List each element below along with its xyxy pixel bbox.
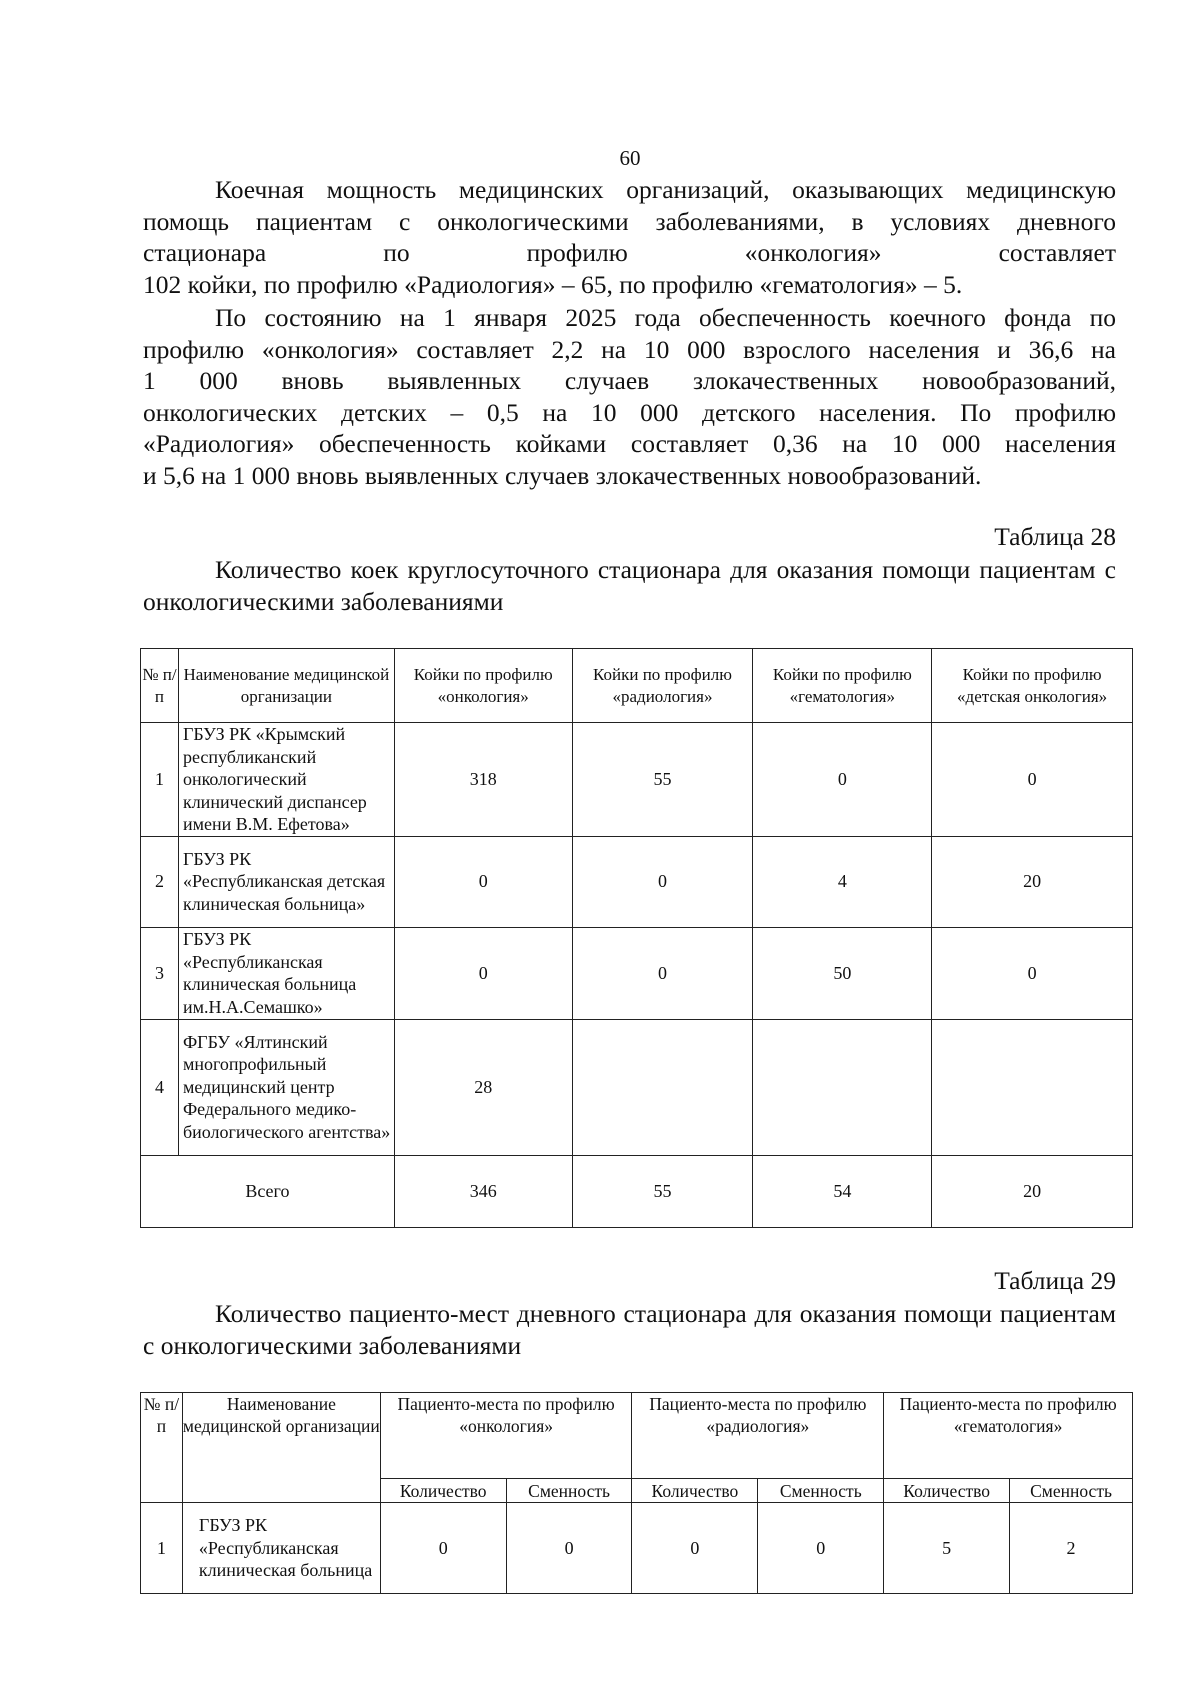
- cell-org: ГБУЗ РК «Республиканская клиническая больница им.Н.А.Семашко»: [178, 927, 394, 1019]
- table-row: [141, 1503, 1133, 1594]
- cell-total-label: Всего: [141, 1155, 395, 1227]
- cell-num: 3: [141, 927, 179, 1019]
- table29-caption: Количество пациенто-мест дневного стационара для оказания помощи пациентам с онкологическими заболеваниями: [143, 1299, 1116, 1360]
- table29: [140, 1392, 1133, 1594]
- cell-hematology: 50: [753, 927, 932, 1019]
- table-row: [141, 927, 1133, 1019]
- cell-hematology: [753, 1019, 932, 1155]
- table28-label: Таблица 28: [994, 522, 1116, 551]
- cell-radiology-shift: 0: [758, 1503, 884, 1594]
- cell-child-oncology: 20: [932, 836, 1133, 927]
- cell-org: ГБУЗ РК «Республиканская детская клиническая больница»: [178, 836, 394, 927]
- header-radiology: Пациенто-места по профилю «радиология»: [632, 1393, 884, 1479]
- table-header-row: [141, 649, 1133, 723]
- header-org: Наименование медицинской организации: [178, 649, 394, 723]
- cell-num: 2: [141, 836, 179, 927]
- text-line: 1 000 вновь выявленных случаев злокачественных новообразований,: [143, 366, 1116, 395]
- header-org: Наименование медицинской организации: [182, 1393, 380, 1503]
- cell-org: ФГБУ «Ялтинский многопрофильный медицинский центр Федерального медико-биологического агентства»: [178, 1019, 394, 1155]
- header-num: № п/ п: [141, 1393, 183, 1503]
- cell-total-oncology: 346: [394, 1155, 572, 1227]
- cell-total-radiology: 55: [572, 1155, 753, 1227]
- table-header-row: [141, 1393, 1133, 1479]
- cell-hematology: 4: [753, 836, 932, 927]
- header-oncology: Койки по профилю «онкология»: [394, 649, 572, 723]
- cell-child-oncology: [932, 1019, 1133, 1155]
- cell-num: 1: [141, 723, 179, 837]
- text-line: стационара по профилю «онкология» составляет: [143, 238, 1116, 267]
- cell-radiology: 0: [572, 927, 753, 1019]
- text-line: Коечная мощность медицинских организаций, оказывающих медицинскую: [215, 175, 1116, 204]
- cell-org: ГБУЗ РК «Республиканская клиническая больница: [182, 1503, 380, 1594]
- subheader-quantity: Количество: [380, 1479, 506, 1503]
- cell-oncology: 318: [394, 723, 572, 837]
- subheader-shift: Сменность: [758, 1479, 884, 1503]
- cell-num: 4: [141, 1019, 179, 1155]
- subheader-quantity: Количество: [884, 1479, 1010, 1503]
- cell-radiology: [572, 1019, 753, 1155]
- header-hematology: Койки по профилю «гематология»: [753, 649, 932, 723]
- cell-radiology: 0: [572, 836, 753, 927]
- cell-oncology-quantity: 0: [380, 1503, 506, 1594]
- cell-oncology: 0: [394, 927, 572, 1019]
- paragraph-bed-capacity: [143, 174, 1116, 300]
- table29-label: Таблица 29: [994, 1266, 1116, 1295]
- table-total-row: [141, 1155, 1133, 1227]
- cell-child-oncology: 0: [932, 927, 1133, 1019]
- table-row: [141, 1019, 1133, 1155]
- header-child-oncology: Койки по профилю «детская онкология»: [932, 649, 1133, 723]
- table-row: [141, 723, 1133, 837]
- header-oncology: Пациенто-места по профилю «онкология»: [380, 1393, 632, 1479]
- cell-radiology: 55: [572, 723, 753, 837]
- table28: [140, 648, 1133, 1228]
- text-line: «Радиология» обеспеченность койками составляет 0,36 на 10 000 населения: [143, 429, 1116, 458]
- cell-radiology-quantity: 0: [632, 1503, 758, 1594]
- cell-child-oncology: 0: [932, 723, 1133, 837]
- cell-total-hematology: 54: [753, 1155, 932, 1227]
- subheader-shift: Сменность: [506, 1479, 632, 1503]
- cell-hematology-quantity: 5: [884, 1503, 1010, 1594]
- text-line: По состоянию на 1 января 2025 года обеспеченность коечного фонда по: [215, 303, 1116, 332]
- subheader-shift: Сменность: [1010, 1479, 1133, 1503]
- cell-org: ГБУЗ РК «Крымский республиканский онкологический клинический диспансер имени В.М. Ефетова»: [178, 723, 394, 837]
- cell-oncology-shift: 0: [506, 1503, 632, 1594]
- table28-caption: Количество коек круглосуточного стационара для оказания помощи пациентам с онкологическими заболеваниями: [143, 555, 1116, 616]
- header-radiology: Койки по профилю «радиология»: [572, 649, 753, 723]
- text-line: и 5,6 на 1 000 вновь выявленных случаев злокачественных новообразований.: [143, 460, 982, 490]
- text-line: помощь пациентам с онкологическими заболеваниями, в условиях дневного: [143, 206, 1116, 236]
- header-num: № п/п: [141, 649, 179, 723]
- text-line: 102 койки, по профилю «Радиология» – 65, по профилю «гематология» – 5.: [143, 269, 963, 299]
- cell-oncology: 0: [394, 836, 572, 927]
- cell-oncology: 28: [394, 1019, 572, 1155]
- cell-total-child-oncology: 20: [932, 1155, 1133, 1227]
- text-line: онкологических детских – 0,5 на 10 000 детского населения. По профилю: [143, 397, 1116, 427]
- header-hematology: Пациенто-места по профилю «гематология»: [884, 1393, 1133, 1479]
- cell-hematology: 0: [753, 723, 932, 837]
- cell-hematology-shift: 2: [1010, 1503, 1133, 1594]
- subheader-quantity: Количество: [632, 1479, 758, 1503]
- text-line: профилю «онкология» составляет 2,2 на 10 000 взрослого населения и 36,6 на: [143, 334, 1116, 364]
- table-row: [141, 836, 1133, 927]
- paragraph-bed-provision: [143, 302, 1116, 491]
- cell-num: 1: [141, 1503, 183, 1594]
- page-number: 60: [619, 146, 641, 170]
